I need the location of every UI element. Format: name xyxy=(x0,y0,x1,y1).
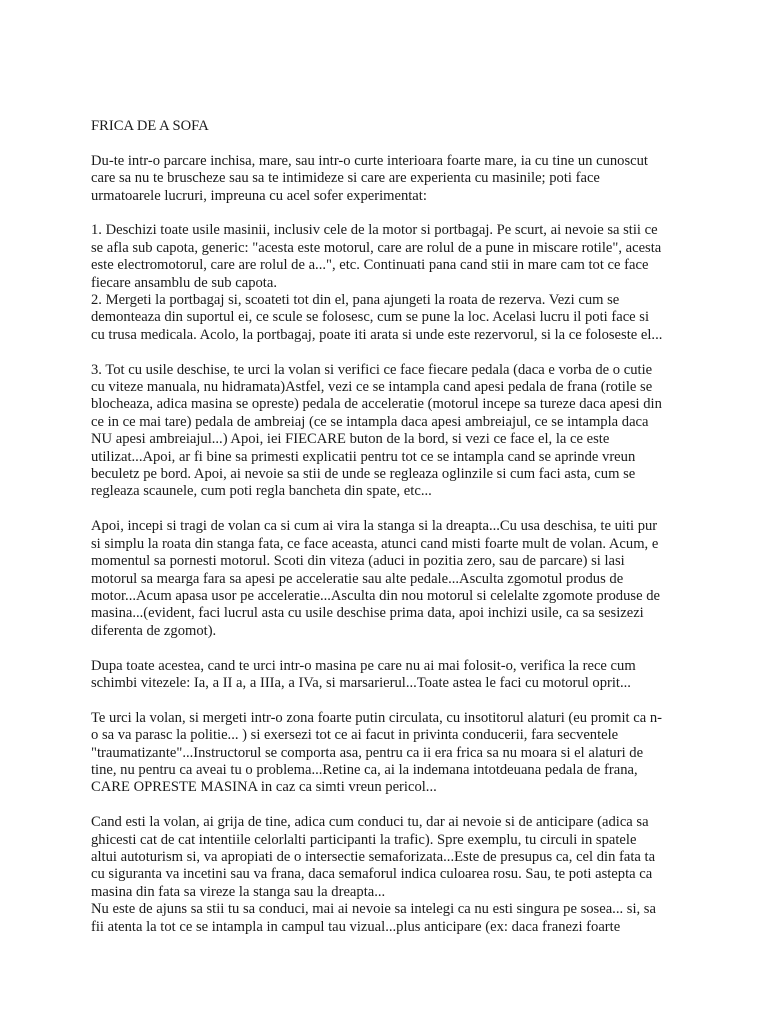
paragraph-steering: Apoi, incepi si tragi de volan ca si cum ai vira la stanga si la dreapta...Cu usa deschisa, te uiti pur si simplu la roata din stanga fata, ce face aceasta, atunci cand misti foarte mult de volan. Acum, e momentul sa pornesti motorul. Scoti din viteza (aduci in pozitia zero, sau de parcare) si lasi motorul sa mearga fara sa apesi pe acceleratie sau alte pedale...Asculta zgomotul produs de motor...Acum apasa usor pe acceleratie...Asculta din nou motorul si celelalte zgomote produse de masina...(evident, faci lucrul asta cu usile deschise prima data, apoi inchizi usile, ca sa sesizezi diferenta de zgomot). xyxy=(91,518,660,639)
paragraph-step-2: 2. Mergeti la portbagaj si, scoateti tot din el, pana ajungeti la roata de rezerva. Vezi cum se demonteaza din suportul ei, ce scule se folosesc, cum se pune la loc. Acelasi lucru il poti face si cu trusa medicala. Acolo, la portbagaj, poate iti arata si unde este rezervorul, si la ce foloseste el... xyxy=(91,292,663,343)
paragraph-gears: Dupa toate acestea, cand te urci intr-o masina pe care nu ai mai folosit-o, verifica la rece cum schimbi vitezele: Ia, a II a, a IIIa, a IVa, si marsarierul...Toate astea le faci cu motorul oprit... xyxy=(91,657,636,691)
document-page xyxy=(91,118,665,936)
paragraph-awareness: Nu este de ajuns sa stii tu sa conduci, mai ai nevoie sa intelegi ca nu esti singura pe sosea... si, sa fii atenta la tot ce se intampla in campul tau vizual...plus anticipare (ex: daca franezi foarte xyxy=(91,901,656,935)
paragraph-intro: Du-te intr-o parcare inchisa, mare, sau intr-o curte interioara foarte mare, ia cu tine un cunoscut care sa nu te bruscheze sau sa te intimideze si care are experienta cu masinile; poti face urmatoarele lucruri, impreuna cu acel sofer experimentat: xyxy=(91,152,648,204)
document-title: FRICA DE A SOFA xyxy=(91,118,209,134)
paragraph-step-3: 3. Tot cu usile deschise, te urci la volan si verifici ce face fiecare pedala (daca e vorba de o cutie cu viteze manuala, nu hidramata)Astfel, vezi ce se intampla cand apesi pedala de frana (rotile se blocheaza, adica masina se opreste) pedala de acceleratie (motorul incepe sa tureze daca apesi din ce in ce mai tare) pedala de ambreiaj (ce se intampla daca apesi ambreiajul, ce se intampla daca NU apesi ambreiajul...) Apoi, iei FIECARE buton de la bord, si vezi ce face el, la ce este utilizat...Apoi, ar fi bine sa primesti explicatii pentru tot ce se intampla cand se aprinde vreun beculetz pe bord. Apoi, ai nevoie sa stii de unde se regleaza oglinzile si cum faci asta, cum se regleaza scaunele, cum poti regla bancheta din spate, etc... xyxy=(91,361,662,500)
paragraph-step-1: 1. Deschizi toate usile masinii, inclusiv cele de la motor si portbagaj. Pe scurt, ai nevoie sa stii ce se afla sub capota, generic: "acesta este motorul, care are rolul de a pune in miscare rotile", acesta este electromotorul, care are rolul de a...", etc. Continuati pana cand stii in mare cam tot ce face fiecare ansamblu de sub capota. xyxy=(91,222,662,291)
paragraph-anticipation: Cand esti la volan, ai grija de tine, adica cum conduci tu, dar ai nevoie si de anticipare (adica sa ghicesti cat de cat intentiile celorlalti participanti la trafic). Spre exemplu, tu circuli in spatele altui autoturism si, va apropiati de o intersectie semaforizata...Este de presupus ca, cel din fata ta cu siguranta va incetini sau va frana, daca semaforul indica culoarea rosu. Sau, te poti astepta ca masina din fata sa vireze la stanga sau la dreapta... xyxy=(91,814,656,900)
paragraph-practice: Te urci la volan, si mergeti intr-o zona foarte putin circulata, cu insotitorul alaturi (eu promit ca n-o sa va parasc la politie... ) si exersezi tot ce ai facut in privinta conducerii, fara secventele "traumatizante"...Instructorul se comporta asa, pentru ca ii era frica sa nu moara si el alaturi de tine, nu pentru ca aveai tu o problema...Retine ca, ai la indemana intotdeuana pedala de frana, CARE OPRESTE MASINA in caz ca simti vreun pericol... xyxy=(91,709,663,796)
